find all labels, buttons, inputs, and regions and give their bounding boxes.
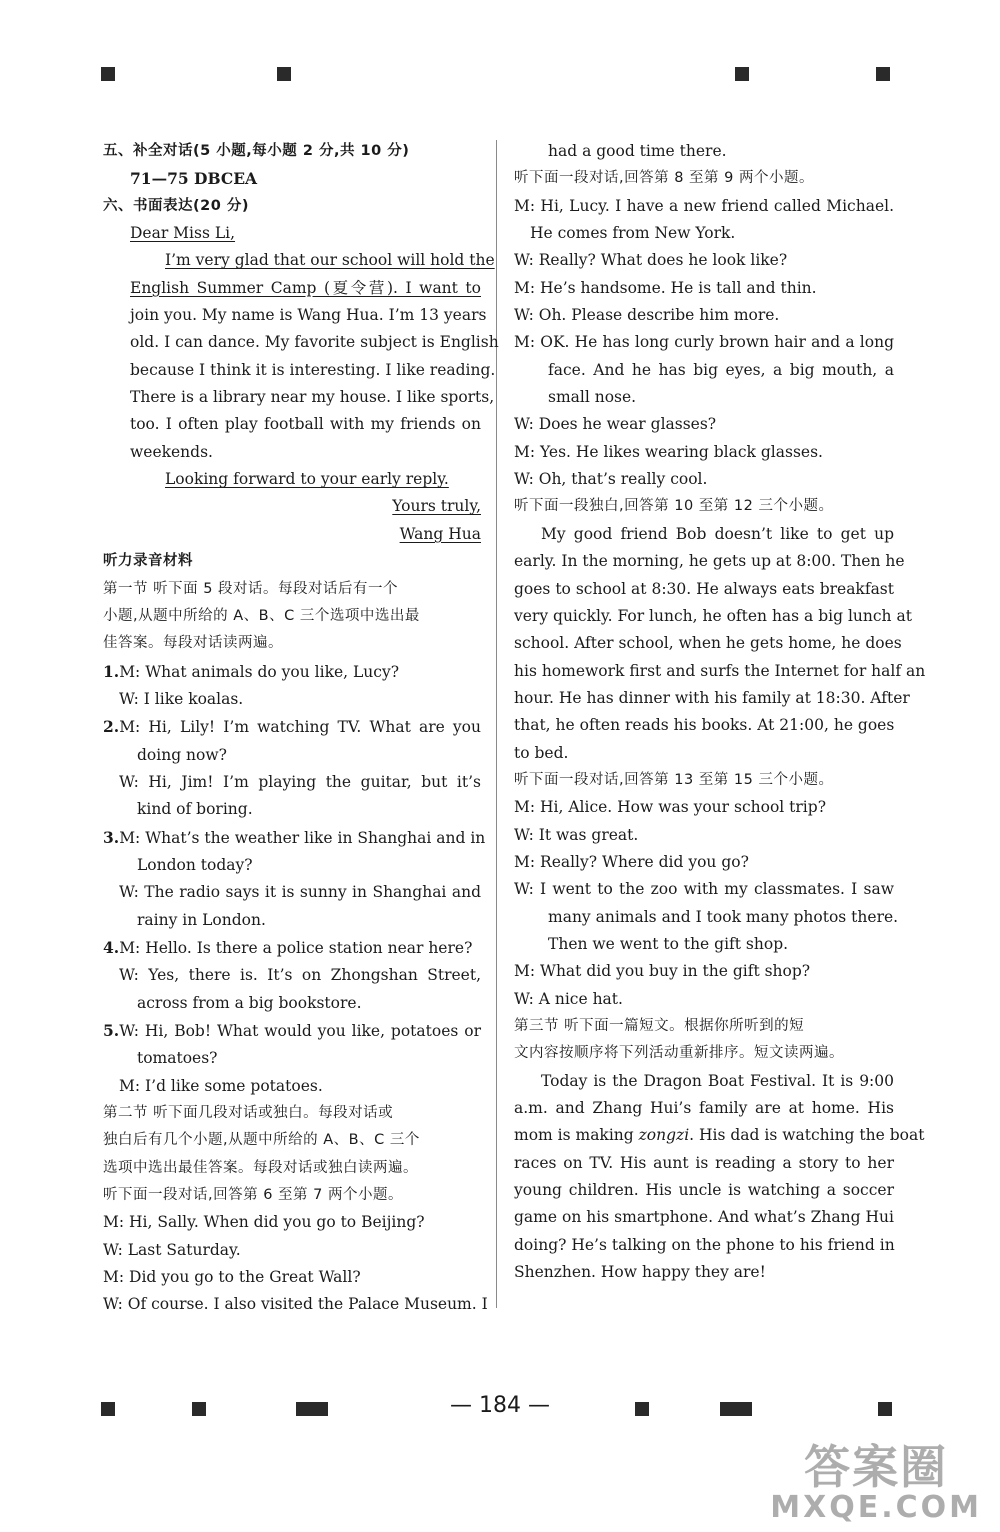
dialogue-line: He comes from New York.: [530, 224, 736, 243]
part-1-instruction: 小题,从题中所给的 A、B、C 三个选项中选出最: [103, 607, 420, 624]
dialogue-line: M: What did you buy in the gift shop?: [514, 962, 811, 981]
dialogue-line: M: Hi, Sally. When did you go to Beijing?: [103, 1213, 425, 1232]
dialogue-line: W: Really? What does he look like?: [514, 251, 788, 270]
dialogue-2-line: 2.M: Hi, Lily! I’m watching TV. What are you: [103, 717, 481, 737]
section-6-title: 六、书面表达(20 分): [103, 197, 249, 214]
q13-15-intro: 听下面一段对话,回答第 13 至第 15 三个小题。: [514, 771, 834, 788]
dialogue-3-line: rainy in London.: [137, 910, 266, 929]
dialogue-line: many animals and I took many photos there.: [548, 907, 899, 926]
monologue-line: early. In the morning, he gets up at 8:00. Then he: [514, 552, 905, 571]
dialogue-3-line: 3.M: What’s the weather like in Shanghai and in: [103, 827, 486, 847]
letter-line: There is a library near my house. I like sports,: [130, 388, 495, 407]
dialogue-line: M: Really? Where did you go?: [514, 852, 749, 871]
dialogue-line: W: It was great.: [514, 825, 639, 844]
registration-mark: [876, 67, 890, 81]
monologue-line: hour. He has dinner with his family at 18:30. After: [514, 688, 910, 707]
part-2-instruction: 第二节 听下面几段对话或独白。每段对话或: [103, 1105, 394, 1122]
q8-9-intro: 听下面一段对话,回答第 8 至第 9 两个小题。: [514, 170, 814, 187]
dialogue-line: had a good time there.: [548, 142, 727, 160]
part-2-instruction: 独白后有几个小题,从题中所给的 A、B、C 三个: [103, 1132, 420, 1149]
question-number: 1.: [103, 661, 120, 681]
monologue-line: his homework first and surfs the Internet for half an: [514, 661, 926, 680]
letter-line: because I think it is interesting. I like reading.: [130, 360, 496, 379]
letter-signoff: Yours truly,: [392, 497, 481, 516]
monologue-line: that, he often reads his books. At 21:00, he goes: [514, 716, 895, 735]
letter-line: English Summer Camp (夏令营). I want to: [130, 278, 481, 297]
registration-mark: [735, 67, 749, 81]
zongzi-term: zongzi: [638, 1126, 690, 1145]
letter-signature: Wang Hua: [399, 524, 481, 543]
dialogue-line: M: OK. He has long curly brown hair and a long: [514, 333, 894, 352]
watermark: [770, 1442, 982, 1524]
dialogue-4-line: W: Yes, there is. It’s on Zhongshan Street,: [119, 966, 481, 985]
question-number: 3.: [103, 827, 120, 847]
left-column: [103, 138, 499, 1319]
passage-line: game on his smartphone. And what’s Zhang Hui: [514, 1208, 894, 1227]
watermark-title: 答案圈: [804, 1440, 949, 1494]
column-divider: [496, 140, 497, 1308]
page-number: — 184 —: [450, 1393, 550, 1418]
dialogue-line: W: I went to the zoo with my classmates. I saw: [514, 880, 894, 899]
registration-mark: [277, 67, 291, 81]
dialogue-line: W: Oh. Please describe him more.: [514, 306, 780, 325]
letter-line: old. I can dance. My favorite subject is English: [130, 333, 499, 352]
dialogue-1-line: 1.M: What animals do you like, Lucy?: [103, 661, 400, 681]
passage-line: doing? He’s talking on the phone to his friend in: [514, 1235, 895, 1254]
monologue-line: goes to school at 8:30. He always eats breakfast: [514, 579, 894, 598]
dialogue-3-line: W: The radio says it is sunny in Shanghai and: [119, 883, 481, 902]
watermark-url: MXQE.COM: [770, 1490, 982, 1525]
dialogue-2-line: doing now?: [137, 745, 227, 764]
dialogue-line: M: He’s handsome. He is tall and thin.: [514, 278, 817, 297]
dialogue-line: W: A nice hat.: [514, 989, 623, 1008]
letter-line: I’m very glad that our school will hold the: [165, 251, 495, 270]
dialogue-3-line: London today?: [137, 855, 253, 874]
registration-mark: [101, 67, 115, 81]
question-number: 5.: [103, 1021, 120, 1040]
dialogue-4-line: across from a big bookstore.: [137, 993, 362, 1012]
passage-line: a.m. and Zhang Hui’s family are at home. His: [514, 1099, 894, 1118]
dialogue-2-line: W: Hi, Jim! I’m playing the guitar, but it’s: [119, 772, 481, 791]
dialogue-line: W: Oh, that’s really cool.: [514, 470, 708, 489]
monologue-line: to bed.: [514, 743, 569, 762]
question-number: 2.: [103, 717, 120, 737]
dialogue-line: M: Hi, Lucy. I have a new friend called Michael.: [514, 196, 894, 215]
part-1-instruction: 佳答案。每段对话读两遍。: [103, 635, 283, 652]
passage-line: Shenzhen. How happy they are!: [514, 1263, 766, 1282]
dialogue-line: W: Of course. I also visited the Palace Museum. I: [103, 1295, 488, 1314]
dialogue-5-line: 5.W: Hi, Bob! What would you like, potatoes or: [103, 1021, 481, 1040]
part-2-instruction: 选项中选出最佳答案。每段对话或独白读两遍。: [103, 1159, 418, 1176]
dialogue-line: Then we went to the gift shop.: [548, 934, 789, 953]
question-number: 4.: [103, 937, 120, 957]
dialogue-4-line: 4.M: Hello. Is there a police station near here?: [103, 937, 473, 957]
dialogue-line: M: Hi, Alice. How was your school trip?: [514, 798, 826, 817]
letter: [103, 220, 499, 548]
letter-line: join you. My name is Wang Hua. I’m 13 years: [130, 306, 487, 325]
part-3-instruction: 第三节 听下面一篇短文。根据你所听到的短: [514, 1018, 805, 1034]
listening-title: 听力录音材料: [103, 553, 193, 570]
letter-line: too. I often play football with my friends on: [130, 415, 481, 434]
dialogue-line: M: Did you go to the Great Wall?: [103, 1268, 361, 1287]
q10-12-intro: 听下面一段独白,回答第 10 至第 12 三个小题。: [514, 498, 834, 515]
dialogue-2-line: kind of boring.: [137, 800, 253, 819]
part-3-instruction: 文内容按顺序将下列活动重新排序。短文读两遍。: [514, 1045, 844, 1062]
dialogue-5-line: tomatoes?: [137, 1049, 218, 1068]
dialogue-line: face. And he has big eyes, a big mouth, a: [548, 360, 894, 379]
dialogue-line: small nose.: [548, 388, 637, 407]
dialogue-1-line: W: I like koalas.: [119, 689, 244, 708]
letter-line: weekends.: [130, 442, 213, 461]
passage-line: mom is making zongzi. His dad is watching the boat: [514, 1126, 925, 1145]
monologue-line: school. After school, when he gets home, he does: [514, 634, 902, 653]
letter-closing: Looking forward to your early reply.: [165, 470, 449, 489]
dialogue-5-line: M: I’d like some potatoes.: [119, 1076, 323, 1095]
monologue-line: My good friend Bob doesn’t like to get up: [541, 524, 894, 543]
section-5-title: 五、补全对话(5 小题,每小题 2 分,共 10 分): [103, 143, 410, 159]
q6-7-intro: 听下面一段对话,回答第 6 至第 7 两个小题。: [103, 1187, 403, 1204]
dialogue-line: W: Last Saturday.: [103, 1240, 241, 1259]
dialogue-line: W: Does he wear glasses?: [514, 415, 717, 434]
dialogue-line: M: Yes. He likes wearing black glasses.: [514, 442, 823, 461]
passage-line: Today is the Dragon Boat Festival. It is 9:00: [541, 1071, 894, 1090]
passage-line: races on TV. His aunt is reading a story to her: [514, 1153, 894, 1172]
passage-line: young children. His uncle is watching a soccer: [514, 1181, 894, 1200]
monologue-line: very quickly. For lunch, he often has a big lunch at: [514, 606, 912, 625]
section-5-answer: 71—75 DBCEA: [130, 169, 258, 189]
part-1-instruction: 第一节 听下面 5 段对话。每段对话后有一个: [103, 580, 399, 597]
right-column: [514, 138, 926, 1286]
letter-salutation: Dear Miss Li,: [130, 224, 236, 243]
